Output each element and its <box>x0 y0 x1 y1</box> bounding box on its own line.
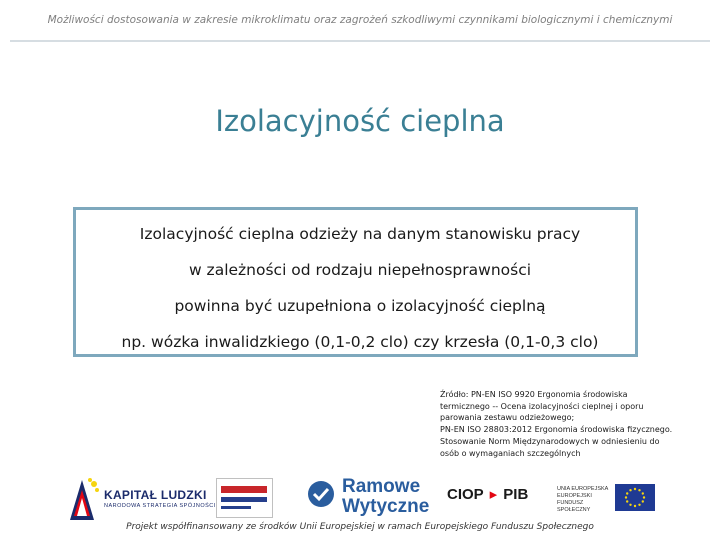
source-note <box>440 389 702 459</box>
source-line: termicznego -- Ocena izolacyjności cieplnej i oporu <box>440 401 644 411</box>
source-line: Stosowanie Norm Międzynarodowych w odniesieniu do <box>440 436 660 446</box>
content-line: powinna być uzupełniona o izolacyjność cieplną <box>174 297 546 315</box>
ramowe-wytyczne-icon <box>307 480 335 508</box>
pfron-logo <box>216 478 273 518</box>
kapital-ludzki-label: KAPITAŁ LUDZKI <box>104 488 207 502</box>
ciop-pib-logo: CIOP ▸ PIB <box>447 486 529 503</box>
eu-flag-icon <box>615 484 655 511</box>
source-line: osób o wymaganiach szczególnych <box>440 448 581 458</box>
ramowe-label: Ramowe <box>342 476 421 497</box>
source-line: parowania zestawu odzieżowego; <box>440 413 575 423</box>
content-line: Izolacyjność cieplna odzieży na danym stanowisku pracy <box>139 225 581 243</box>
ciop-label: CIOP <box>447 486 484 503</box>
eu-label: UNIA EUROPEJSKA EUROPEJSKI FUNDUSZ SPOŁECZNY <box>557 486 609 513</box>
header-divider <box>10 40 710 42</box>
content-line: np. wózka inwalidzkiego (0,1-0,2 clo) czy krzesła (0,1-0,3 clo) <box>121 333 599 351</box>
pib-label: PIB <box>503 486 529 503</box>
kapital-ludzki-logo-icon <box>68 476 100 520</box>
source-line: PN-EN ISO 28803:2012 Ergonomia środowiska fizycznego. <box>440 425 673 435</box>
source-line: Źródło: PN-EN ISO 9920 Ergonomia środowiska <box>440 390 628 399</box>
wytyczne-label: Wytyczne <box>342 496 430 517</box>
footer-project-note: Projekt współfinansowany ze środków Unii Europejskiej w ramach Europejskiego Funduszu Społecznego <box>126 522 594 532</box>
header-subtitle: Możliwości dostosowania w zakresie mikroklimatu oraz zagrożeń szkodliwymi czynnikami biologicznymi i chemicznymi <box>47 14 673 26</box>
slide-title: Izolacyjność cieplna <box>215 104 505 138</box>
content-line: w zależności od rodzaju niepełnosprawności <box>188 261 532 279</box>
kapital-ludzki-sublabel: NARODOWA STRATEGIA SPÓJNOŚCI <box>104 503 216 509</box>
